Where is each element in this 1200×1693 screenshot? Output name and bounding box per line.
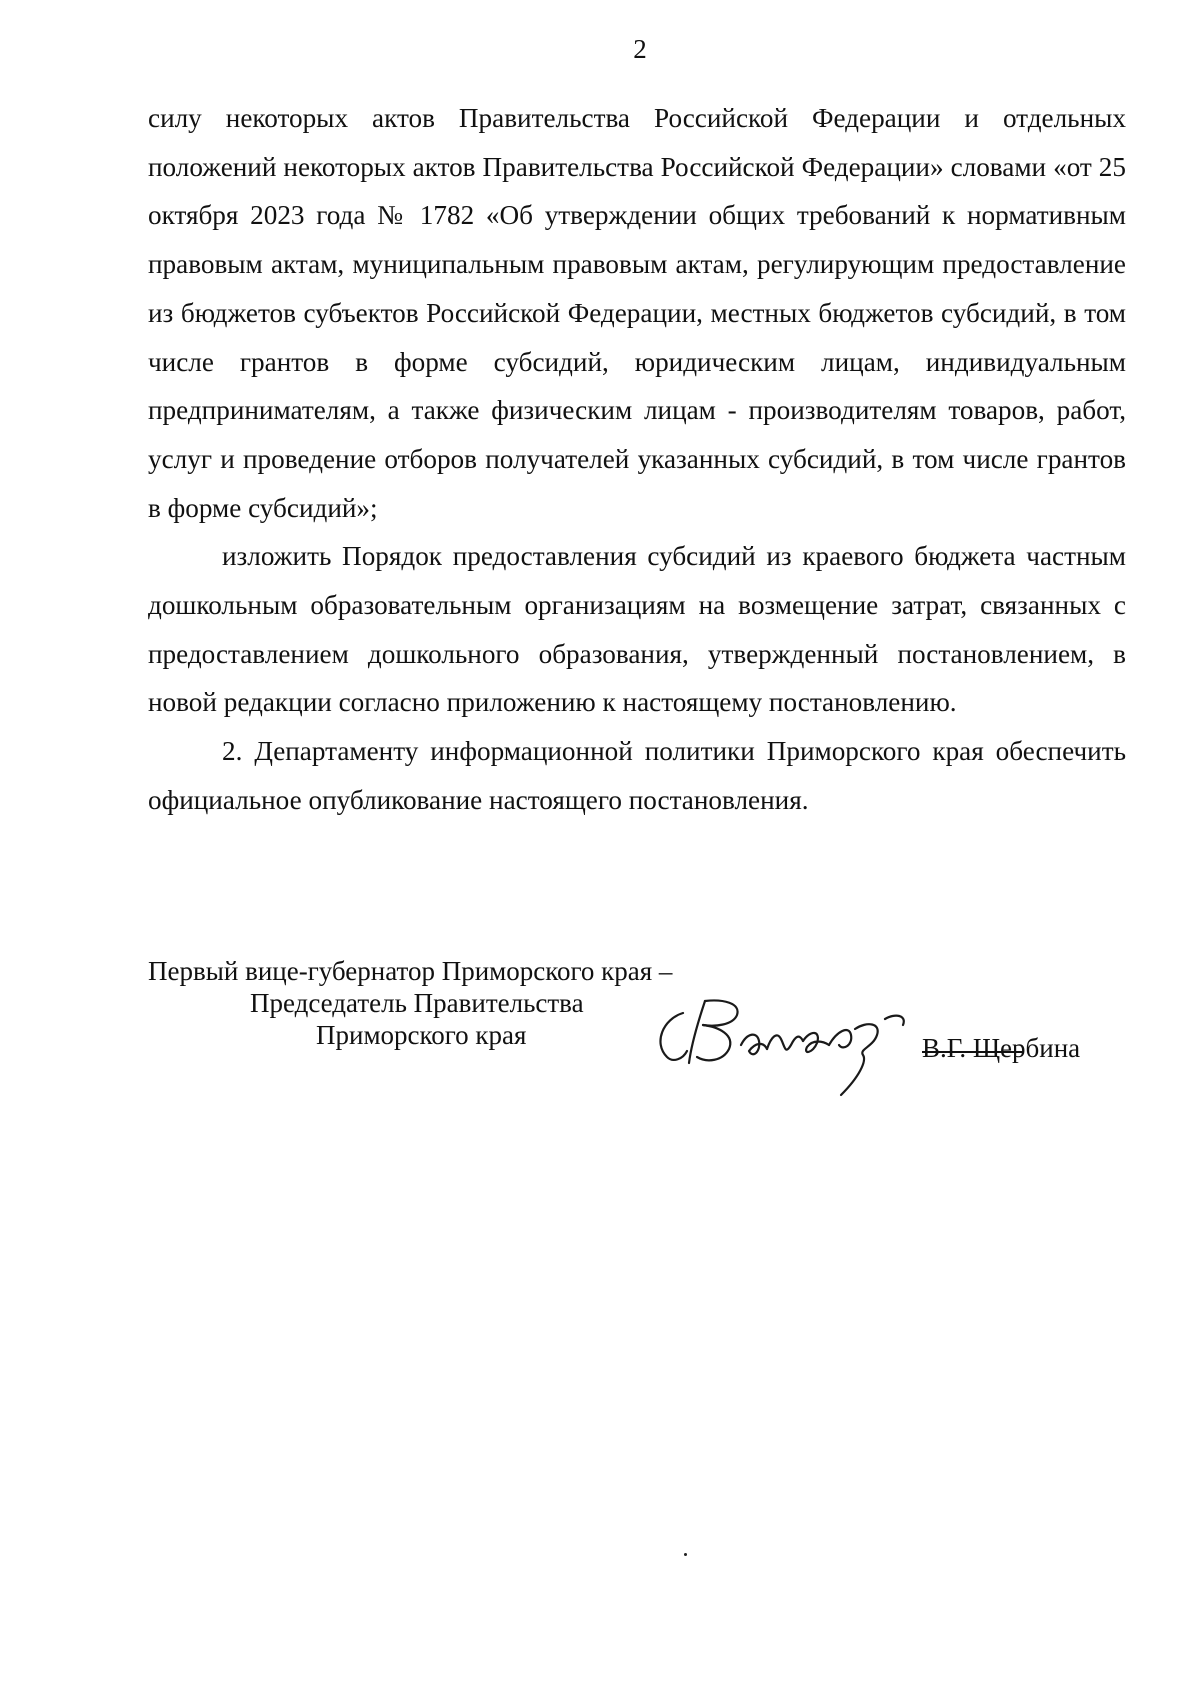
signatory-title-line-1: Первый вице-губернатор Приморского края – <box>148 956 673 986</box>
paragraph-continuation: силу некоторых актов Правительства Российской Федерации и отдельных положений некоторых актов Правительства Российской Федерации» словами «от 25 октября 2023 года № 1782 «Об утверждении общих требований к нормативным правовым актам, муниципальным правовым актам, регулирующим предоставление из бюджетов субъектов Российской Федерации, местных бюджетов субсидий, в том числе грантов в форме субсидий, юридическим лицам, индивидуальным предпринимателям, а также физическим лицам - производителям товаров, работ, услуг и проведение отборов получателей указанных субсидий, в том числе грантов в форме субсидий»; <box>148 103 1126 523</box>
paragraph-item-2: 2. Департаменту информационной политики Приморского края обеспечить официальное опубликование настоящего постановления. <box>148 736 1126 815</box>
signer-name: В.Г. Щербина <box>922 1033 1081 1063</box>
signatory-title-line-3: Приморского края <box>316 1020 527 1050</box>
signatory-title-line-2: Председатель Правительства <box>250 988 584 1018</box>
paragraph-procedure: изложить Порядок предоставления субсидий из краевого бюджета частным дошкольным образовательным организациям на возмещение затрат, связанных с предоставлением дошкольного образования, утвержденный постановлением, в новой редакции согласно приложению к настоящему постановлению. <box>148 541 1126 718</box>
document-body <box>148 94 1126 825</box>
handwritten-signature <box>645 985 935 1100</box>
page-number: 2 <box>633 34 647 64</box>
scan-dot <box>684 1553 687 1556</box>
